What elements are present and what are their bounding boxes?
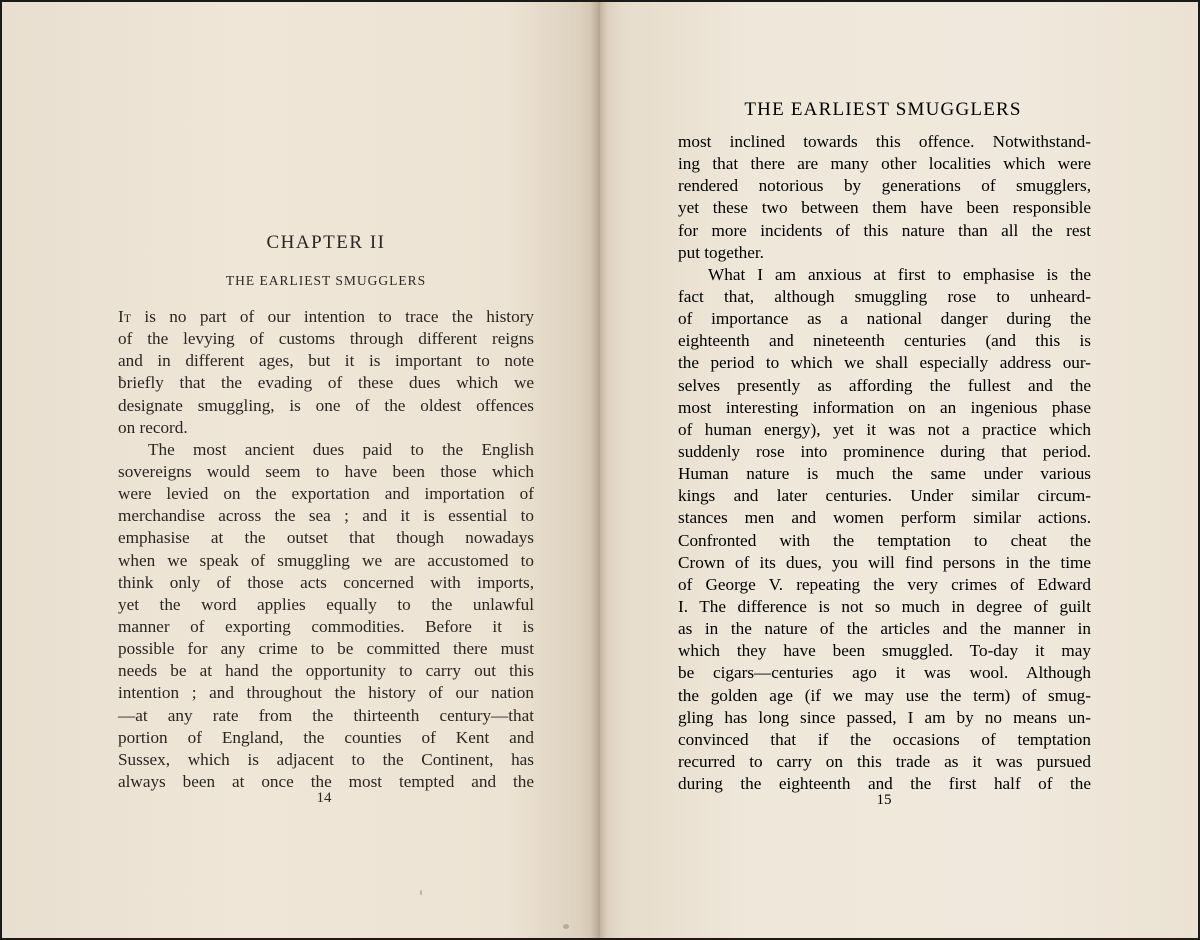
text-line: designate smuggling, is one of the oldest offences xyxy=(118,395,534,415)
text-line: manner of exporting commodities. Before it is xyxy=(118,616,534,636)
text-line: were levied on the exportation and importation of xyxy=(118,484,534,504)
text-line: stances men and women perform similar actions. xyxy=(678,508,1091,528)
text-line: merchandise across the sea ; and it is essential to xyxy=(118,506,534,526)
text-line: selves presently as affording the fullest and the xyxy=(678,375,1091,395)
text-line: fact that, although smuggling rose to unheard- xyxy=(678,286,1091,306)
drop-lead: It xyxy=(118,307,132,326)
page-number: 14 xyxy=(316,790,332,806)
paper-blemish xyxy=(120,377,123,380)
right-page-text xyxy=(678,131,1091,795)
text-line: convinced that if the occasions of temptation xyxy=(678,729,1091,749)
chapter-number: CHAPTER II xyxy=(266,232,386,253)
text-line: of the levying of customs through different reigns xyxy=(118,329,534,349)
text-line: emphasise at the outset that though nowadays xyxy=(118,528,534,548)
text-line: sovereigns would seem to have been those which xyxy=(118,461,534,481)
text-line xyxy=(118,306,534,328)
text-line: yet these two between them have been responsible xyxy=(678,198,1091,218)
left-page xyxy=(2,2,598,938)
paper-blemish xyxy=(563,924,569,929)
text-line: possible for any crime to be committed there must xyxy=(118,639,534,659)
text-line: of George V. repeating the very crimes of Edward xyxy=(678,574,1091,594)
text-line: suddenly rose into prominence during that period. xyxy=(678,441,1091,461)
text-line: Confronted with the temptation to cheat the xyxy=(678,530,1091,550)
text-line: for more incidents of this nature than all the rest xyxy=(678,220,1091,240)
text-line: think only of those acts concerned with imports, xyxy=(118,572,534,592)
text-line: yet the word applies equally to the unlawful xyxy=(118,594,534,614)
paper-blemish xyxy=(420,890,422,895)
text-line: gling has long since passed, I am by no means un- xyxy=(678,707,1091,727)
text-line: on record. xyxy=(118,417,188,437)
chapter-title: THE EARLIEST SMUGGLERS xyxy=(225,273,427,288)
text-line: during the eighteenth and the first half of the xyxy=(678,774,1091,794)
text-line: Crown of its dues, you will find persons in the time xyxy=(678,552,1091,572)
text-line: kings and later centuries. Under similar circum- xyxy=(678,486,1091,506)
text-line: of human energy), yet it was not a practice which xyxy=(678,419,1091,439)
text-line: —at any rate from the thirteenth century—that xyxy=(118,705,534,725)
text-line: when we speak of smuggling we are accustomed to xyxy=(118,550,534,570)
text-line: rendered notorious by generations of smugglers, xyxy=(678,176,1091,196)
running-head: THE EARLIEST SMUGGLERS xyxy=(744,99,1022,120)
text-line: as in the nature of the articles and the manner in xyxy=(678,619,1091,639)
text-line: be cigars—centuries ago it was wool. Although xyxy=(678,663,1091,683)
page-number: 15 xyxy=(876,792,892,808)
text-line: which they have been smuggled. To-day it may xyxy=(678,641,1091,661)
text-line-content: is no part of our intention to trace the history xyxy=(131,307,534,326)
text-line: portion of England, the counties of Kent and xyxy=(118,727,534,747)
text-line: recurred to carry on this trade as it was pursued xyxy=(678,751,1091,771)
text-line: of importance as a national danger during the xyxy=(678,309,1091,329)
text-line: needs be at hand the opportunity to carry out this xyxy=(118,661,534,681)
text-line: the golden age (if we may use the term) of smug- xyxy=(678,685,1091,705)
text-line: Human nature is much the same under various xyxy=(678,464,1091,484)
text-line: intention ; and throughout the history of our nation xyxy=(118,683,534,703)
book-gutter xyxy=(590,2,608,938)
text-line: briefly that the evading of these dues which we xyxy=(118,373,534,393)
text-line: ing that there are many other localities which were xyxy=(678,154,1091,174)
text-line: the period to which we shall especially address our- xyxy=(678,353,1091,373)
text-line: The most ancient dues paid to the English xyxy=(148,439,534,459)
text-line: always been at once the most tempted and the xyxy=(118,771,534,791)
left-page-text xyxy=(118,306,534,793)
text-line: put together. xyxy=(678,242,764,262)
text-line: What I am anxious at first to emphasise is the xyxy=(708,264,1091,284)
text-line: most interesting information on an ingenious phase xyxy=(678,397,1091,417)
text-line: Sussex, which is adjacent to the Continent, has xyxy=(118,749,534,769)
text-line: and in different ages, but it is important to note xyxy=(118,351,534,371)
text-line: eighteenth and nineteenth centuries (and this is xyxy=(678,331,1091,351)
text-line: most inclined towards this offence. Notwithstand- xyxy=(678,132,1091,151)
text-line: I. The difference is not so much in degree of guilt xyxy=(678,596,1091,616)
